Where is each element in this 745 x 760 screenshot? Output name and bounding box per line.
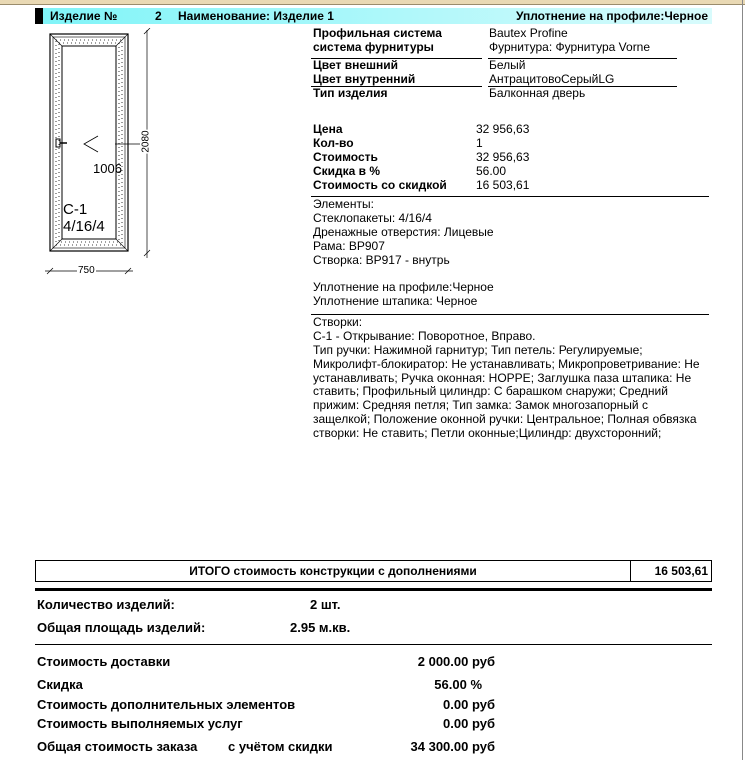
prop-value: АнтрацитовоСерыйLG: [489, 72, 615, 86]
elements-line: Уплотнение на профиле:Черное: [313, 280, 494, 295]
thick-divider: [35, 588, 712, 591]
sashes-line: устанавливать; Ручка оконная: HOPPE; Заглушка паза штапика: Не: [313, 370, 692, 385]
elements-line: Элементы:: [313, 197, 374, 211]
opening-direction-icon: [84, 136, 98, 152]
sashes-line: защелкой; Положение оконной ручки: Центральное; Полная обвязка: [313, 412, 697, 427]
page-edge: [742, 0, 743, 760]
prop-value: Балконная дверь: [489, 86, 586, 100]
total-box: [35, 560, 712, 582]
prop-label: Цвет внутренний: [313, 72, 416, 86]
elements-line: Дренажные отверстия: Лицевые: [313, 224, 494, 239]
sashes-line: створки: Не ставить; Петли оконные;Цилиндр: двухсторонний;: [313, 426, 662, 441]
item-name: Наименование: Изделие 1: [178, 9, 334, 23]
header-marker: [35, 8, 43, 24]
total-label: ИТОГО стоимость конструкции с дополнениями: [189, 564, 477, 578]
cost-sublabel: с учётом скидки: [228, 739, 333, 754]
prop-label: система фурнитуры: [313, 40, 434, 54]
elements-line: Уплотнение штапика: Черное: [313, 294, 478, 309]
prop-value: Фурнитура: Фурнитура Vorne: [489, 40, 651, 54]
cost-label: Стоимость выполняемых услуг: [37, 716, 243, 731]
sashes-line: Створки:: [313, 315, 363, 329]
window-top-border: [0, 0, 745, 5]
price-label: Скидка в %: [313, 164, 381, 178]
price-value: 1: [476, 136, 483, 150]
total-value: 16 503,61: [654, 564, 708, 578]
sashes-block: [313, 315, 700, 440]
width-dimension: 750: [78, 265, 95, 276]
item-number: 2: [155, 9, 162, 23]
prop-value: Bautex Profine: [489, 26, 568, 40]
item-header-bar: [35, 8, 712, 24]
prop-label: Цвет внешний: [313, 58, 399, 72]
price-label: Стоимость: [313, 150, 378, 164]
price-value: 32 956,63: [476, 150, 530, 164]
cost-value: 0.00 руб: [443, 716, 495, 731]
sashes-line: прижим: Средняя петля; Тип замка: Замок многозапорный с: [313, 398, 648, 413]
prop-label: Тип изделия: [313, 86, 388, 100]
sashes-line: Микролифт-блокиратор: Не устанавливать; Микропроветривание: Не: [313, 356, 700, 371]
sashes-line: ставить; Профильный цилиндр: С барашком снаружи; Средний: [313, 384, 668, 399]
header-seal: Уплотнение на профиле:Черное: [515, 9, 708, 23]
height-dimension: 2080: [140, 130, 152, 153]
sash-id: С-1: [63, 201, 88, 218]
cost-value: 2 000.00 руб: [417, 654, 495, 669]
item-label: Изделие №: [50, 9, 118, 23]
count-value: 2 шт.: [310, 597, 341, 612]
elements-line: Рама: BP907: [313, 238, 385, 253]
prop-value: Белый: [489, 58, 526, 72]
elements-line: [313, 266, 494, 280]
cost-label: Скидка: [37, 677, 83, 692]
cost-label: Общая стоимость заказа: [37, 739, 198, 754]
elements-line: Створка: BP917 - внутрь: [313, 252, 450, 267]
glass-formula: 4/16/4: [63, 218, 105, 235]
cost-label: Стоимость дополнительных элементов: [37, 697, 296, 712]
count-label: Количество изделий:: [37, 597, 175, 612]
sash-width: 1006: [93, 161, 122, 176]
cost-value: 0.00 руб: [443, 697, 495, 712]
divider: [35, 644, 712, 645]
price-value: 32 956,63: [476, 122, 530, 136]
price-label: Цена: [313, 122, 343, 136]
area-value: 2.95 м.кв.: [290, 620, 351, 635]
divider: [630, 561, 631, 581]
price-value: 56.00: [476, 164, 507, 178]
area-label: Общая площадь изделий:: [37, 620, 206, 635]
price-label: Кол-во: [313, 136, 354, 150]
cost-label: Стоимость доставки: [37, 654, 171, 669]
cost-value: 34 300.00 руб: [410, 739, 495, 754]
prop-label: Профильная система: [313, 26, 442, 40]
elements-line: Стеклопакеты: 4/16/4: [313, 210, 432, 225]
sashes-line: С-1 - Открывание: Поворотное, Вправо.: [313, 328, 536, 343]
sashes-line: Тип ручки: Нажимной гарнитур; Тип петель: Регулируемые;: [313, 342, 643, 357]
price-value: 16 503,61: [476, 178, 530, 192]
elements-block: [313, 197, 494, 308]
cost-value: 56.00 %: [434, 677, 482, 692]
price-label: Стоимость со скидкой: [313, 178, 447, 192]
door-drawing: [40, 28, 160, 283]
